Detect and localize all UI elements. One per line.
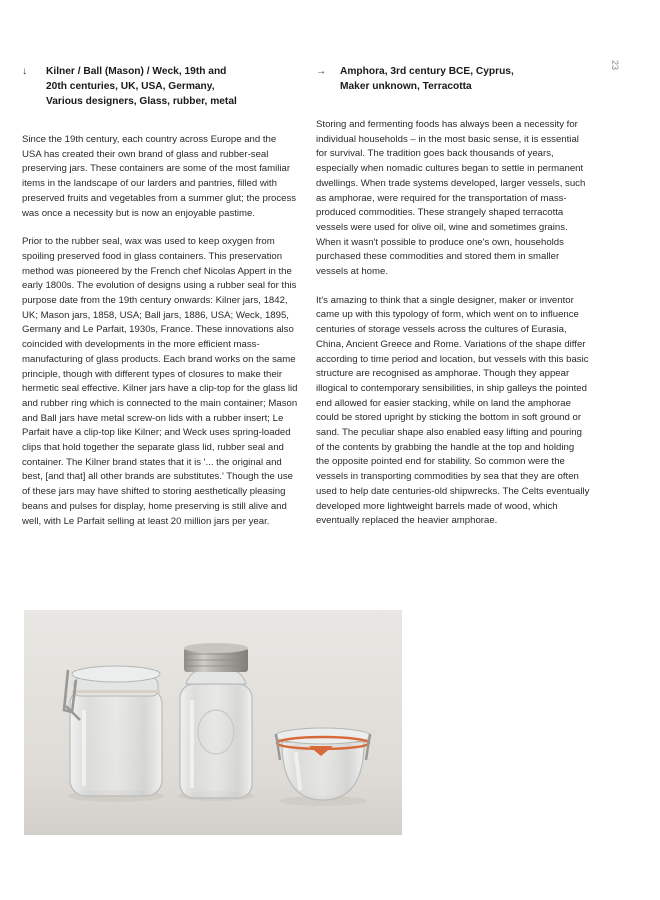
right-paragraph-2: It's amazing to think that a single designer, maker or inventor came up with this typology of form, which went on to influence centuries of storage vessels across the cultures of Eurasia, China, Ancient Greece and Rome. Variations of the shape differ according to time period and location, but vessels with this basic structure are recognised as amphorae. Though they appear illogical to contemporary sensibilities, in ship galleys the pointed end allowed for easier stacking, while on land the amphorae could be stored upright by sticking the bottom in soft ground or sand. The peculiar shape also enabled easy lifting and pouring of the contents by grabbing the handle at the top and holding the opposite pointed end for stability. So common were the vessels in transporting commodities by sea that they are often used to help date centuries-old shipwrecks. The Celts eventually developed more lightweight barrels made of wood, which eventually replaced the heavier amphorae. (316, 294, 590, 527)
down-arrow-icon: ↓ (22, 66, 28, 77)
left-column (22, 64, 298, 543)
kilner-jar (64, 666, 164, 802)
left-paragraph-2: Prior to the rubber seal, wax was used to keep oxygen from spoiling preserved food in glass containers. This preservation method was pioneered by the French chef Nicolas Appert in the early 1800s. The evolution of designs using a rubber seal for this purpose date from the 19th century onwards: Kilner jars, 1842, UK; Mason jars, 1858, USA; Ball jars, 1886, USA; Weck, 1895, Germany and Le Parfait, 1930s, France. These innovations also coincided with developments in the more efficient mass-manufacturing of glass products. Each brand works on the same principle, though with different types of closures to make their hermetic seal effective. Kilner jars have a clip-top for the glass lid and rubber ring which is connected to the main container; Mason and Ball jars have metal screw-on lids with a rubber insert; Le Parfait have a clip-top like Kilner; and Weck uses spring-loaded clips that hold together the separate glass lid, rubber seal and container. The Kilner brand states that it is '... the original and best, [and that] all other brands are substitutes.' Though the use of these jars may have shifted to storing aesthetically pleasing beans and pulses for display, home preserving is still alive and well, with Le Parfait selling at least 20 million jars per year. (22, 236, 298, 527)
left-heading-line-3: Various designers, Glass, rubber, metal (46, 96, 237, 107)
jars-illustration (24, 610, 402, 835)
left-heading-title (46, 64, 298, 109)
left-paragraph-1: Since the 19th century, each country across Europe and the USA has created their own brand of glass and rubber-seal preserving jars. These containers are some of the most familiar items in the landscape of our larders and pantries, filled with preserved fruits and vegetables from a summer glut; the process was once a necessity but is now an enjoyable pastime. (22, 134, 297, 219)
kilner-rubber-seal (72, 690, 160, 693)
page-number: 23 (609, 59, 620, 71)
right-heading (316, 64, 590, 94)
right-heading-line-2: Maker unknown, Terracotta (340, 81, 472, 92)
left-heading-line-1: Kilner / Ball (Mason) / Weck, 19th and (46, 66, 227, 77)
right-arrow-icon: → (316, 66, 327, 77)
right-heading-line-1: Amphora, 3rd century BCE, Cyprus, (340, 66, 514, 77)
left-heading (22, 64, 298, 109)
left-heading-line-2: 20th centuries, UK, USA, Germany, (46, 81, 215, 92)
right-heading-title (340, 64, 590, 94)
right-column (316, 64, 590, 543)
jars-photo (24, 610, 402, 835)
right-paragraph-1: Storing and fermenting foods has always been a necessity for individual households – in the most basic sense, it is essential for survival. The tradition goes back thousands of years, especially when nomadic cultures began to settle in permanent dwellings. When trade systems developed, larger vessels, such as amphorae, were required for the transportation of mass-produced commodities. These strangely shaped terracotta vessels were used for olive oil, wine and sometimes grains. When it wasn't possible to produce one's own, households purchased these commodities and stored them in smaller vessels at home. (316, 119, 586, 278)
mason-jar (178, 643, 254, 801)
